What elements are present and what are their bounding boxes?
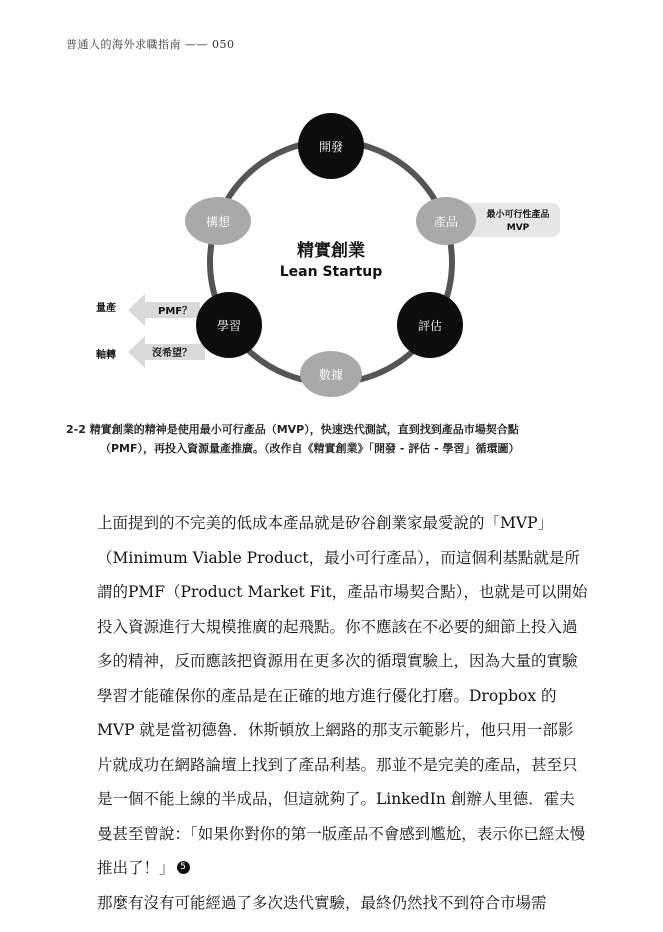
caption-line-1: 2-2 精實創業的精神是使用最小可行產品（MVP），快速迭代測試，直到找到產品市場契合點 [66,423,519,436]
body-paragraph-1-text: 上面提到的不完美的低成本產品就是矽谷創業家最愛說的「MVP」（Minimum Viable Product，最小可行產品），而這個利基點就是所謂的PMF（Product Market Fit，產品市場契合點），也就是可以開始投入資源進行大規模推廣的起飛點。你不應該在不必要的細節上投入過多的精神，反而應該把資源用在更多次的循環實驗上，因為大量的實驗學習才能確保你的產品是在正確的地方進行優化打磨。Dropbox 的 MVP 就是當初德魯．休斯頓放上網路的那支示範影片，他只用一部影片就成功在網路論壇上找到了產品利基。那並不是完美的產品，甚至只是一個不能上線的半成品，但這就夠了。LinkedIn 創辦人里德．霍夫曼甚至曾說：「如果你對你的第一版產品不會感到尷尬，表示你已經太慢推出了！」 [97,514,588,877]
body-paragraph: 那麼有沒有可能經過了多次迭代實驗，最終仍然找不到符合市場需 [97,893,547,912]
node-idea-label: 構想 [205,215,231,229]
center-title: 精實創業 [297,241,365,261]
footnote-marker[interactable]: 5 [177,861,190,874]
center-subtitle: Lean Startup [279,264,383,280]
node-evaluate-label: 評估 [417,319,443,333]
caption-line-2: （PMF），再投入資源量產推廣。（改作自《精實創業》「開發 - 評估 - 學習」循環圖） [100,442,520,455]
node-product-label: 產品 [433,215,459,229]
node-develop-label: 開發 [318,140,344,154]
lean-startup-cycle-diagram [0,0,663,400]
running-header: 普通人的海外求職指南 —— 050 [66,38,235,51]
no-hope-arrow-label: 沒希望？ [152,348,192,359]
node-learn-label: 學習 [216,319,242,333]
pmf-arrow-label: PMF？ [158,306,193,317]
pivot-label: 軸轉 [96,350,116,361]
mvp-label-line2: MVP [506,223,530,233]
body-paragraph [66,506,588,886]
mvp-label-line1: 最小可行性產品 [486,210,550,220]
body-text [66,506,588,920]
mass-production-label: 量產 [96,303,116,314]
node-data-label: 數據 [318,368,344,382]
figure-caption [66,420,596,458]
